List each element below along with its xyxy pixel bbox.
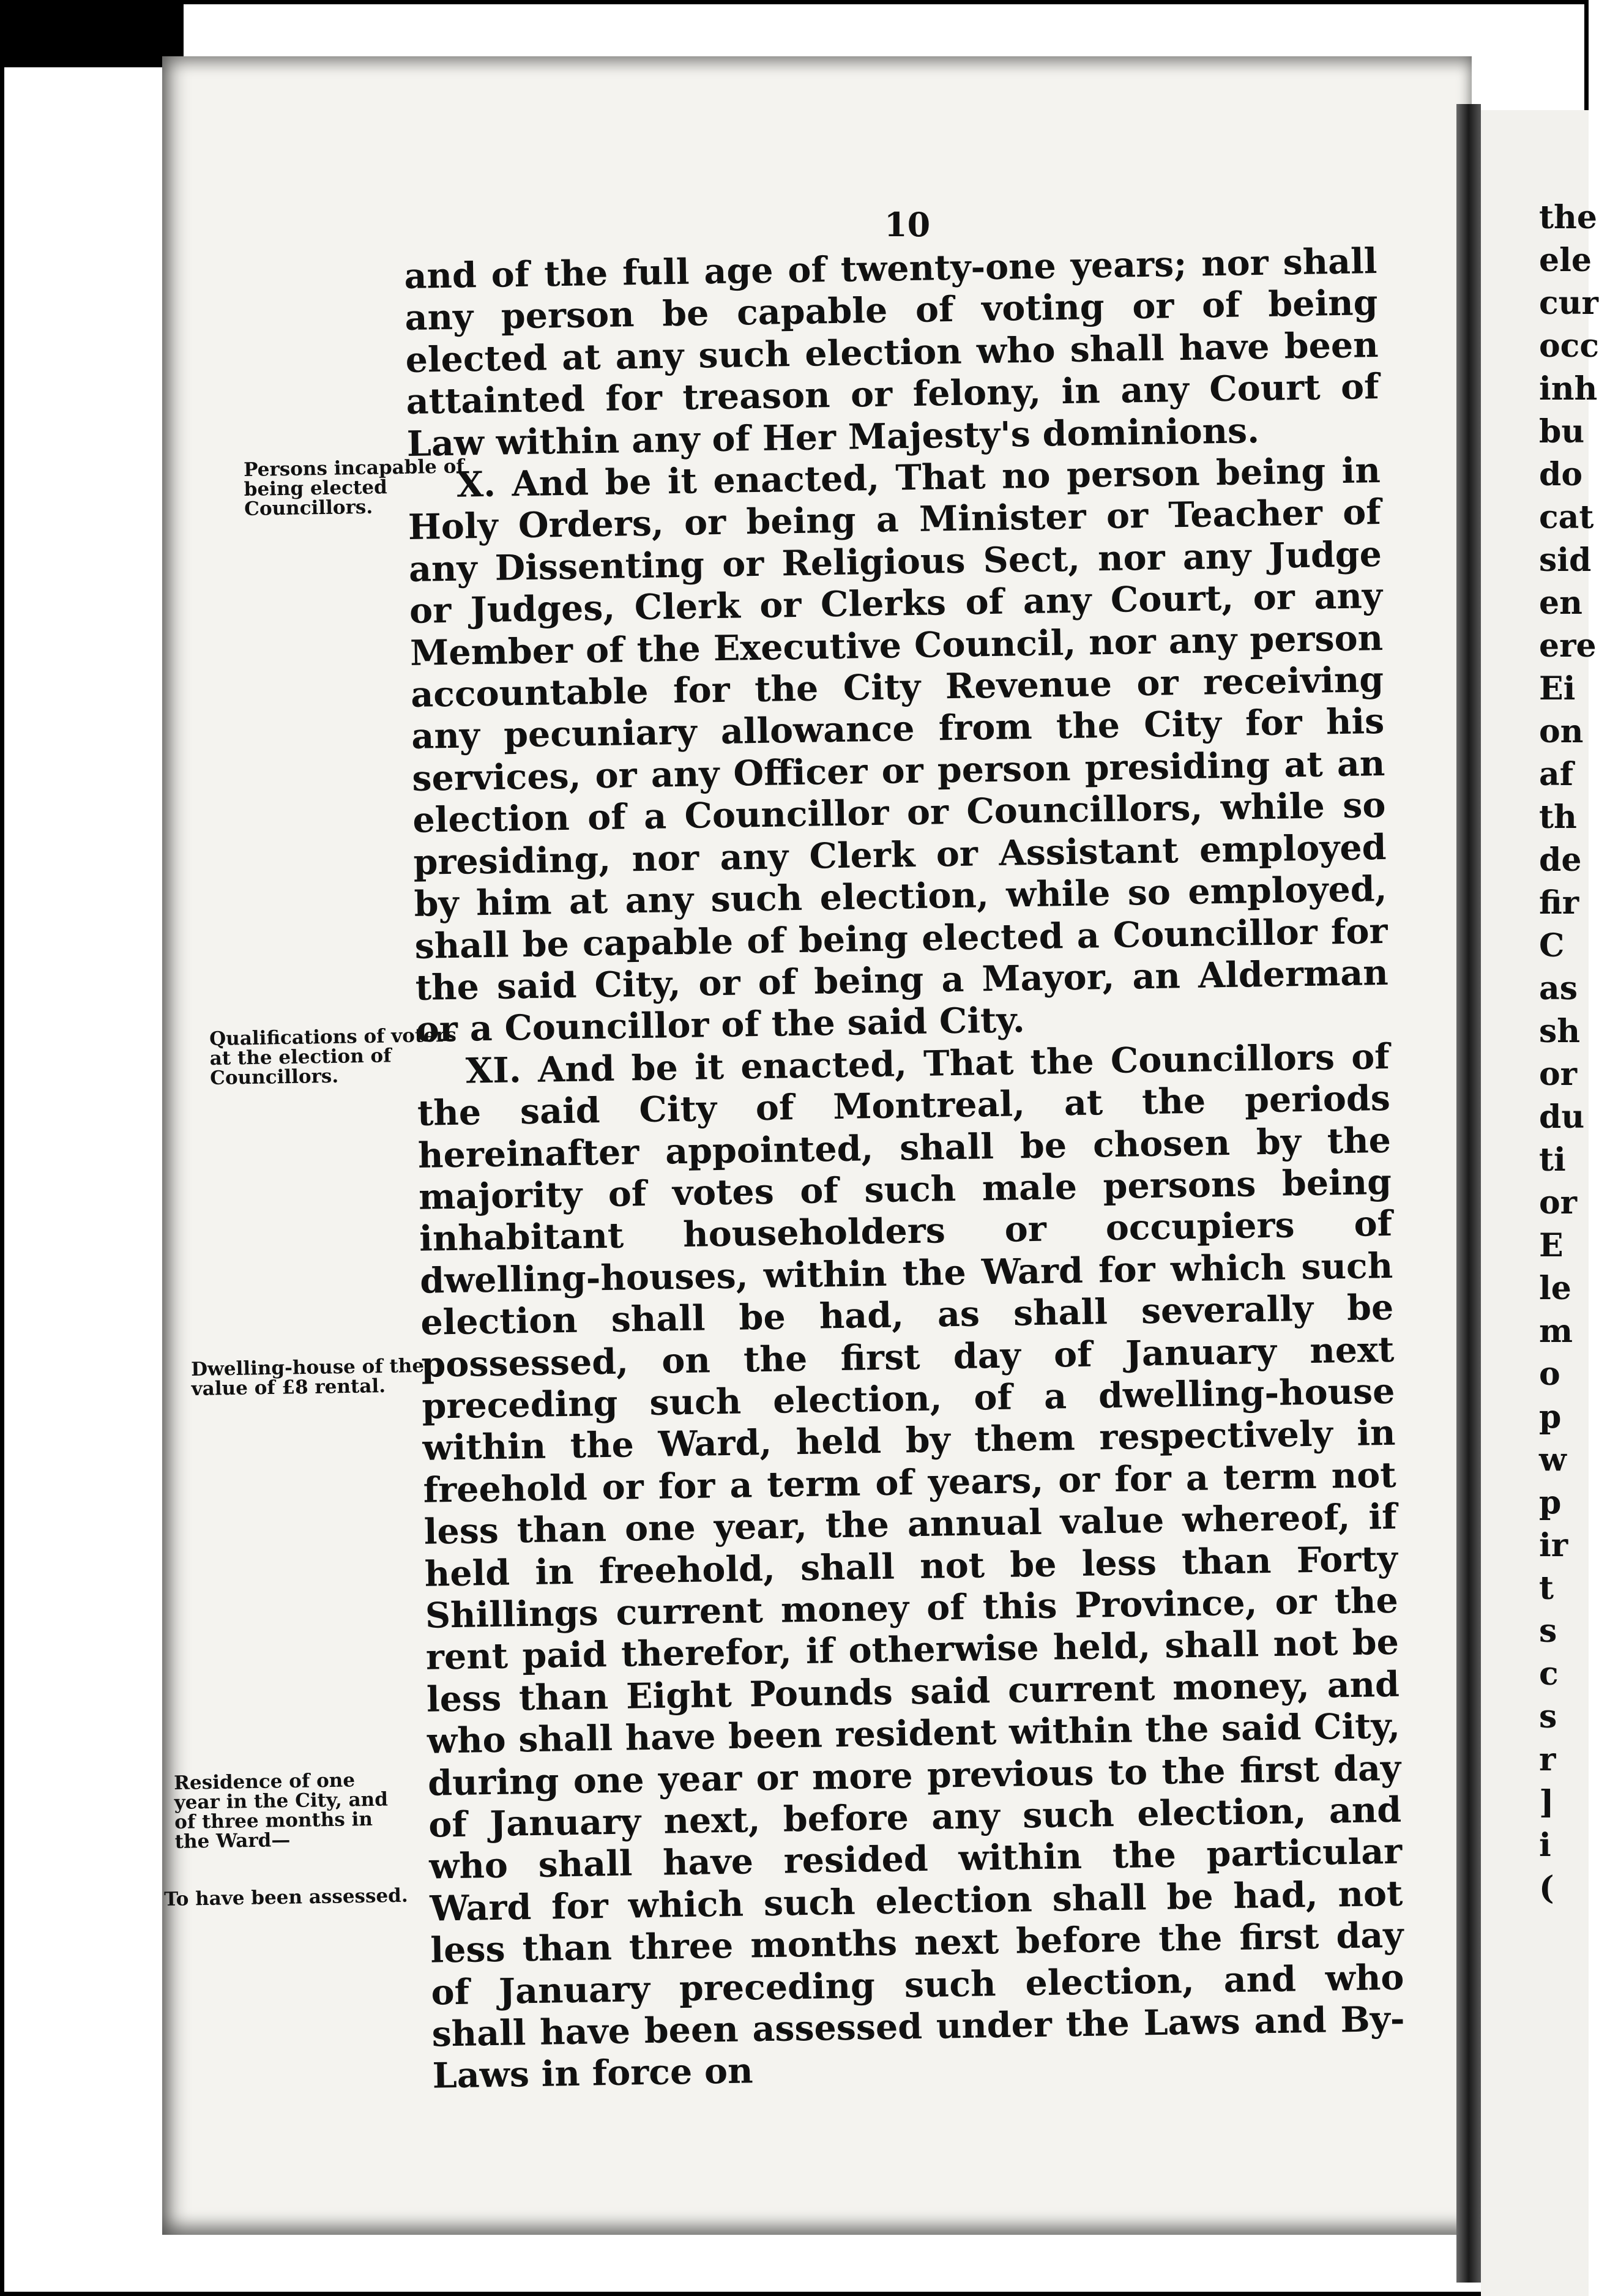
facing-page-fragment: ] [1539, 1784, 1554, 1821]
paragraph-continuation: and of the full age of twenty-one years; nor shall any person be capable of voting or of being elected at any such election who shall have been attainted for treason or felony, in any Court of Law within any of Her Majesty's dominions. [404, 240, 1380, 464]
facing-page-fragment: bu [1539, 413, 1585, 450]
facing-page-fragment: af [1539, 756, 1574, 793]
facing-page-fragment: t [1539, 1570, 1554, 1607]
facing-page-edge [1481, 110, 1599, 2296]
facing-page-fragment: sh [1539, 1013, 1581, 1050]
facing-page-fragment: ele [1539, 242, 1592, 279]
facing-page-fragment: inh [1539, 370, 1598, 408]
facing-page-fragment: E [1539, 1227, 1564, 1264]
section-x: X. And be it enacted, That no person being in Holy Orders, or being a Minister or Teacher of any Dissenting or Religious Sect, nor any Judge or Judges, Clerk or Clerks of any Court, or any Member of the Executive Council, nor any person accountable for the City Revenue or receiving any pecuniary allowance from the City for his services, or any Officer or person presiding at an election of a Councillor or Councillors, while so presiding, nor any Clerk or Assistant employed by him at any such election, while so employed, shall be capable of being elected a Councillor for the said City, or of being a Mayor, an Alderman or a Councillor of the said City. [408, 450, 1389, 1051]
facing-page-fragment: du [1539, 1098, 1585, 1136]
book-gutter [1456, 104, 1481, 2283]
facing-page-fragment: p [1539, 1484, 1562, 1521]
margin-note-residence: Residence of one year in the City, and of three months in the Ward— [173, 1769, 389, 1853]
facing-page-fragment: de [1539, 841, 1582, 879]
facing-page-fragment: occ [1539, 327, 1599, 365]
facing-page-fragment: en [1539, 584, 1582, 622]
facing-page-fragment: or [1539, 1056, 1578, 1093]
facing-page-fragment: ( [1539, 1869, 1554, 1907]
facing-page-fragment: C [1539, 927, 1565, 964]
facing-page-fragment: th [1539, 799, 1577, 836]
facing-page-fragment: ti [1539, 1141, 1566, 1179]
facing-page-fragment: sid [1539, 542, 1592, 579]
facing-page-fragment: i [1539, 1827, 1551, 1864]
facing-page-fragment: s [1539, 1698, 1557, 1735]
facing-page-fragment: le [1539, 1270, 1571, 1307]
facing-page-fragment: on [1539, 713, 1584, 750]
page-number: 10 [884, 205, 931, 244]
facing-page-fragment: o [1539, 1355, 1560, 1393]
margin-note-persons-incapable: Persons incapable of being elected Councillors. [243, 455, 464, 520]
facing-page-fragment: fir [1539, 884, 1579, 922]
facing-page-fragment: p [1539, 1398, 1562, 1436]
facing-page-fragment: Ei [1539, 670, 1576, 707]
scan-corner [0, 0, 184, 67]
body-text [404, 240, 1406, 2097]
facing-page-fragment: s [1539, 1612, 1557, 1650]
facing-page-fragment: m [1539, 1313, 1573, 1350]
facing-page-fragment: ere [1539, 627, 1597, 665]
facing-page-fragment: or [1539, 1184, 1578, 1221]
margin-note-assessed: To have been assessed. [163, 1884, 408, 1910]
facing-page-fragment: ir [1539, 1527, 1568, 1564]
facing-page-fragment: c [1539, 1655, 1559, 1693]
facing-page-fragment: cur [1539, 285, 1598, 322]
facing-page-fragment: cat [1539, 499, 1594, 536]
margin-note-qualifications: Qualifications of voters at the election of Councillors. [209, 1024, 457, 1089]
facing-page-fragment: the [1539, 199, 1597, 236]
facing-page-fragment: r [1539, 1741, 1556, 1778]
section-xi: XI. And be it enacted, That the Councillors of the said City of Montreal, at the periods hereinafter appointed, shall be chosen by the majority of votes of such male persons being inhabitant householders or occupiers of dwelling-houses, within the Ward for which such election shall be had, as shall severally be possessed, on the first day of January next preceding such election, of a dwelling-house within the Ward, held by them respectively in freehold or for a term of years, or for a term not less than one year, the annual value whereof, if held in freehold, shall not be less than Forty Shillings current money of this Province, or the rent paid therefor, if otherwise held, shall not be less than Eight Pounds said current money, and who shall have been resident within the said City, during one year or more previous to the first day of January next, before any such election, and who shall have resided within the particular Ward for which such election shall be had, not less than three months next before the first day of January preceding such election, and who shall have been assessed under the Laws and By-Laws in force on [417, 1035, 1405, 2097]
facing-page-fragment: as [1539, 970, 1578, 1007]
facing-page-fragment: do [1539, 456, 1583, 493]
facing-page-fragment: w [1539, 1441, 1567, 1478]
margin-note-dwelling-house: Dwelling-house of the value of £8 rental. [190, 1355, 425, 1400]
